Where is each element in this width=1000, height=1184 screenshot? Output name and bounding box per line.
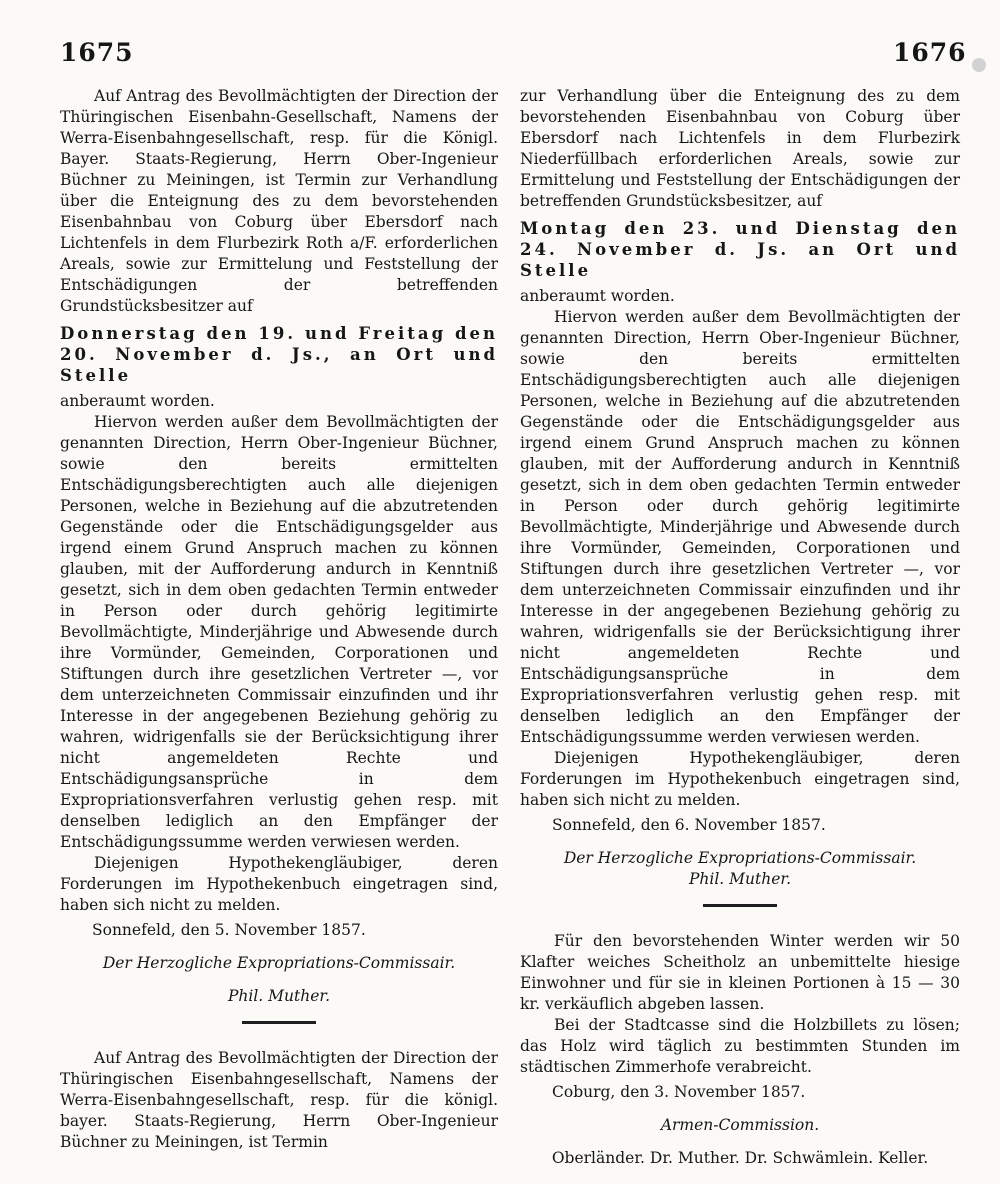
notice-2-signer: Phil. Muther. [688, 870, 792, 888]
notice-1-mortgage: Diejenigen Hypothekengläubiger, deren Forderungen im Hypothekenbuch eingetragen sind, haben sich nicht zu melden. [60, 854, 498, 914]
section-divider-right [703, 904, 777, 907]
notice-1-intro: Auf Antrag des Bevollmächtigten der Direction der Thüringischen Eisenbahn-Gesellschaft, Namens der Werra-Eisenbahngesellschaft, resp. für die Königl. Bayer. Staats-Regierung, Herrn Ober-Ingenieur Büchner zu Meiningen, ist Termin zur Verhandlung über die Enteignung des zu dem bevorstehenden Eisenbahnbau von Coburg über Ebersdorf nach Lichtenfels in dem Flurbezirk Roth a/F. erforderlichen Areals, sowie zur Ermittelung und Feststellung der Entschädigungen der betreffenden Grundstücksbesitzer auf [60, 87, 498, 315]
notice-1-signer: Phil. Muther. [227, 987, 331, 1005]
scan-artifact-dot [972, 58, 986, 72]
notice-2-summons: Hiervon werden außer dem Bevollmächtigten der genannten Direction, Herrn Ober-Ingenieur Büchner, sowie den bereits ermittelten Entschädigungsberechtigten auch alle diejenigen Personen, welche in Beziehung auf die abzutretenden Gegenstände oder die Entschädigungsgelder aus irgend einem Grund Anspruch machen zu können glauben, mit der Aufforderung andurch in Kenntniß gesetzt, sich in dem oben gedachten Termin entweder in Person oder durch gehörig legitimirte Bevollmächtigte, Minderjährige und Abwesende durch ihre Vormünder, Gemeinden, Corporationen und Stiftungen durch ihre gesetzlichen Vertreter —, vor dem unterzeichneten Commissair einzufinden und ihr Interesse in der angegebenen Beziehung gehörig zu wahren, widrigenfalls sie der Berücksichtigung ihrer nicht angemeldeten Rechte und Entschädigungsansprüche in dem Expropriationsverfahren verlustig gehen resp. mit denselben lediglich an den Empfänger der Entschädigungssumme werden verwiesen werden. [520, 308, 960, 746]
page-number-left: 1675 [60, 38, 134, 67]
notice-1-authority: Der Herzogliche Expropriations-Commissair. [102, 954, 456, 972]
left-column [60, 86, 498, 1153]
notice-1-date: Sonnefeld, den 5. November 1857. [92, 921, 366, 939]
right-column [520, 86, 960, 1169]
notice-2-dates: Montag den 23. und Dienstag den 24. November d. Js. an Ort und Stelle [520, 219, 960, 280]
firewood-authority: Armen-Commission. [660, 1116, 820, 1134]
notice-2-intro: Auf Antrag des Bevollmächtigten der Direction der Thüringischen Eisenbahngesellschaft, Namens der Werra-Eisenbahngesellschaft, resp. für die königl. bayer. Staats-Regierung, Herrn Ober-Ingenieur Büchner zu Meiningen, ist Termin [60, 1049, 498, 1151]
notice-2-date: Sonnefeld, den 6. November 1857. [552, 816, 826, 834]
notice-2-anberaumt: anberaumt worden. [520, 287, 675, 305]
page-number-right: 1676 [893, 38, 967, 67]
notice-2-mortgage: Diejenigen Hypothekengläubiger, deren Forderungen im Hypothekenbuch eingetragen sind, haben sich nicht zu melden. [520, 749, 960, 809]
firewood-date: Coburg, den 3. November 1857. [552, 1083, 806, 1101]
notice-1-anberaumt: anberaumt worden. [60, 392, 215, 410]
notice-2-authority: Der Herzogliche Expropriations-Commissair. [563, 849, 917, 867]
notice-1-summons: Hiervon werden außer dem Bevollmächtigten der genannten Direction, Herrn Ober-Ingenieur Büchner, sowie den bereits ermittelten Entschädigungsberechtigten auch alle diejenigen Personen, welche in Beziehung auf die abzutretenden Gegenstände oder die Entschädigungsgelder aus irgend einem Grund Anspruch machen zu können glauben, mit der Aufforderung andurch in Kenntniß gesetzt, sich in dem oben gedachten Termin entweder in Person oder durch gehörig legitimirte Bevollmächtigte, Minderjährige und Abwesende durch ihre Vormünder, Gemeinden, Corporationen und Stiftungen durch ihre gesetzlichen Vertreter —, vor dem unterzeichneten Commissair einzufinden und ihr Interesse in der angegebenen Beziehung gehörig zu wahren, widrigenfalls sie der Berücksichtigung ihrer nicht angemeldeten Rechte und Entschädigungsansprüche in dem Expropriationsverfahren verlustig gehen resp. mit denselben lediglich an den Empfänger der Entschädigungssumme werden verwiesen werden. [60, 413, 498, 851]
firewood-signers: Oberländer. Dr. Muther. Dr. Schwämlein. Keller. [551, 1149, 929, 1167]
notice-2-continuation: zur Verhandlung über die Enteignung des zu dem bevorstehenden Eisenbahnbau von Coburg über Ebersdorf nach Lichtenfels in dem Flurbezirk Niederfüllbach erforderlichen Areals, sowie zur Ermittelung und Feststellung der Entschädigungen der betreffenden Grundstücksbesitzer, auf [520, 87, 960, 210]
firewood-billets: Bei der Stadtcasse sind die Holzbillets zu lösen; das Holz wird täglich zu bestimmten Stunden im städtischen Zimmerhofe verabreicht. [520, 1016, 960, 1076]
firewood-notice: Für den bevorstehenden Winter werden wir 50 Klafter weiches Scheitholz an unbemittelte hiesige Einwohner und für sie in kleinen Portionen à 15 — 30 kr. verkäuflich abgeben lassen. [520, 932, 960, 1013]
notice-1-dates: Donnerstag den 19. und Freitag den 20. November d. Js., an Ort und Stelle [60, 324, 498, 385]
section-divider-left [242, 1021, 316, 1024]
